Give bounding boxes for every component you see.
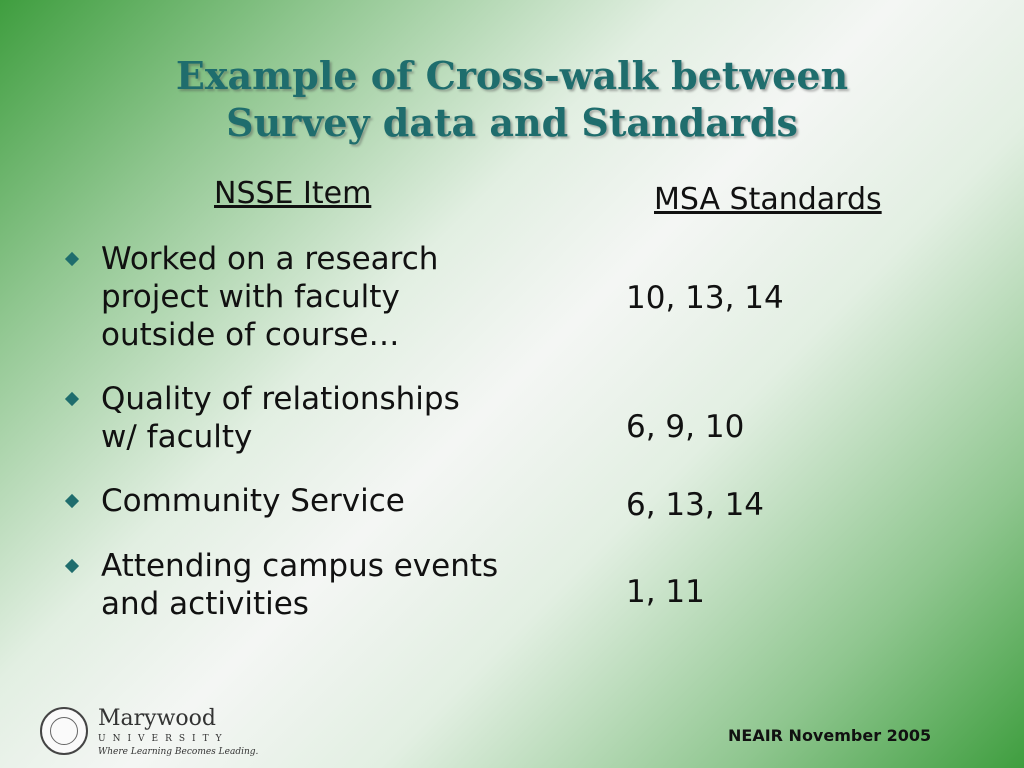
item-line: outside of course… [101, 317, 400, 353]
item-line: and activities [101, 586, 309, 622]
item-line: project with faculty [101, 279, 400, 315]
nsse-item-header: NSSE Item [214, 176, 372, 211]
item-line: Worked on a research [101, 241, 439, 277]
nsse-item-text [101, 547, 581, 623]
logo-name: Marywood [98, 706, 216, 731]
item-line: Attending campus events [101, 548, 499, 584]
msa-standards-header: MSA Standards [654, 182, 882, 217]
msa-standards-value: 1, 11 [626, 574, 705, 610]
slide-title [0, 52, 1024, 146]
university-seal-icon [40, 707, 88, 755]
item-line: w/ faculty [101, 419, 253, 455]
logo-tagline: Where Learning Becomes Leading. [98, 747, 259, 757]
diamond-bullet-icon [65, 252, 79, 266]
msa-standards-value: 10, 13, 14 [626, 280, 784, 316]
diamond-bullet-icon [65, 494, 79, 508]
marywood-logo [40, 705, 259, 761]
diamond-bullet-icon [65, 559, 79, 573]
item-line: Quality of relationships [101, 381, 460, 417]
nsse-item-text [101, 380, 581, 456]
msa-standards-value: 6, 9, 10 [626, 409, 745, 445]
msa-standards-value: 6, 13, 14 [626, 487, 765, 523]
nsse-item-text [101, 240, 581, 354]
logo-university: UNIVERSITY [98, 734, 229, 744]
title-line-2: Survey data and Standards [226, 100, 798, 145]
diamond-bullet-icon [65, 392, 79, 406]
item-line: Community Service [101, 483, 405, 519]
title-line-1: Example of Cross-walk between [175, 53, 849, 98]
nsse-item-text [101, 482, 581, 520]
footer-text: NEAIR November 2005 [728, 726, 932, 745]
